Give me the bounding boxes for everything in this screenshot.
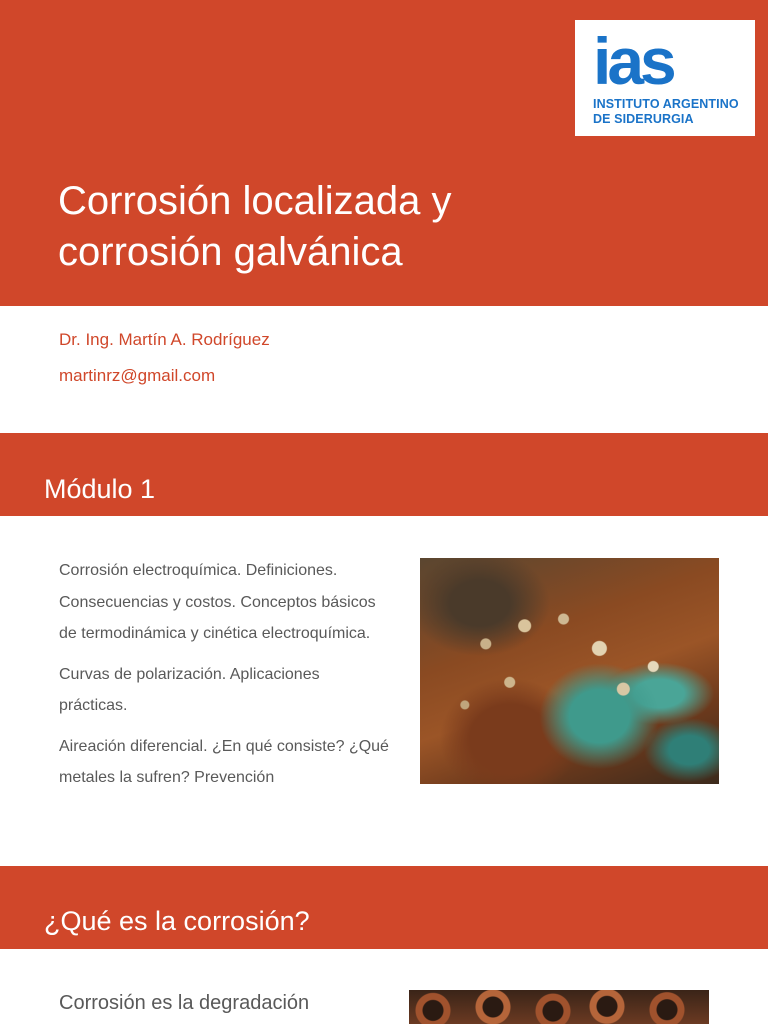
- modulo-content: [59, 555, 389, 803]
- deck-title-line-1: Corrosión localizada y: [58, 179, 452, 223]
- logo-line-1: INSTITUTO ARGENTINO: [593, 97, 739, 111]
- modulo-paragraph-3: Aireación diferencial. ¿En qué consiste? ¿Qué metales la sufren? Prevención: [59, 737, 389, 786]
- title-banner: [0, 0, 768, 306]
- svg-text:ias: ias: [593, 34, 673, 90]
- ias-logo: [575, 20, 755, 136]
- author-email[interactable]: martinrz@gmail.com: [59, 366, 216, 385]
- modulo-paragraph-1: Corrosión electroquímica. Definiciones. Consecuencias y costos. Conceptos básicos de termodinámica y cinética electroquímica.: [59, 562, 376, 642]
- modulo-paragraph-2: Curvas de polarización. Aplicaciones prácticas.: [59, 665, 320, 714]
- modulo-title: Módulo 1: [44, 474, 156, 504]
- author-name: Dr. Ing. Martín A. Rodríguez: [59, 330, 270, 349]
- corroded-metal-photo: [420, 558, 719, 784]
- ias-logo-mark-icon: [593, 34, 703, 90]
- deck-title-line-2: corrosión galvánica: [58, 230, 403, 274]
- corrosion-definition-heading: Corrosión es la degradación: [59, 992, 310, 1014]
- que-es-title: ¿Qué es la corrosión?: [44, 906, 310, 936]
- logo-line-2: DE SIDERURGIA: [593, 112, 694, 126]
- deck-title: [58, 176, 578, 278]
- rusted-pipes-photo: [409, 990, 709, 1024]
